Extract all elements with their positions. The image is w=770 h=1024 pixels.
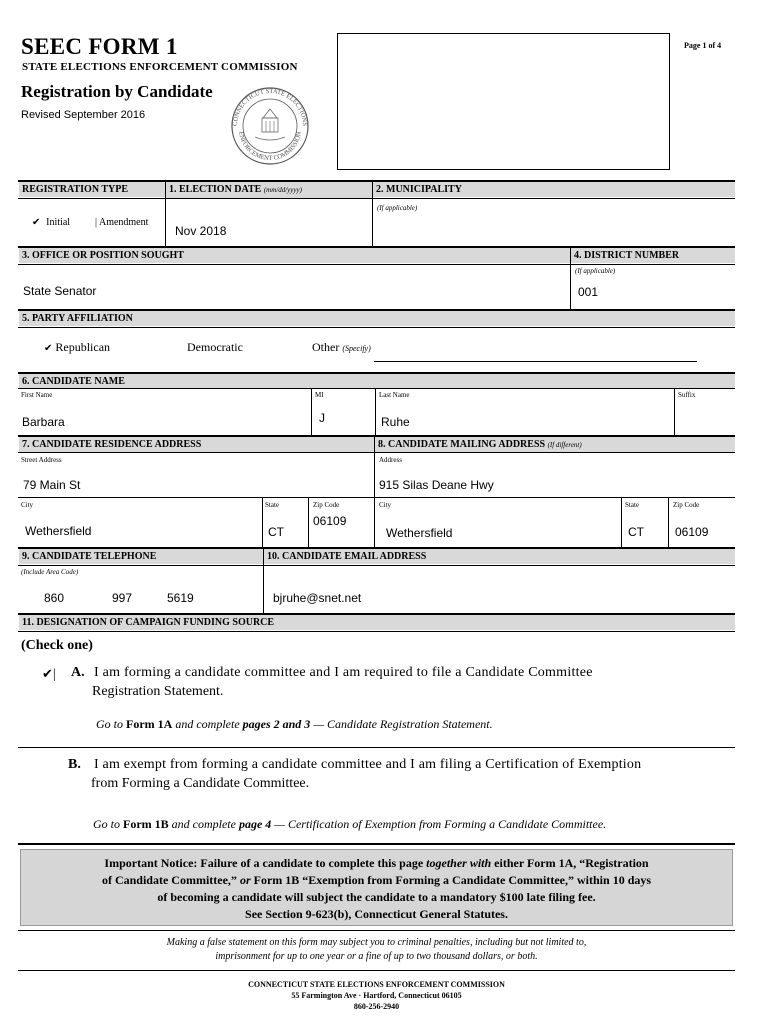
option-b-text-1: I am exempt from forming a candidate committee and I am filing a Certification of Exemption [94,757,642,772]
telephone-header: 9. CANDIDATE TELEPHONE [19,549,263,564]
option-a-text-2: Registration Statement. [92,684,224,699]
residence-city-label: City [21,501,34,509]
option-a-letter: A. [71,665,85,680]
svg-text:ENFORCEMENT COMMISSION: ENFORCEMENT COMMISSION [237,131,303,163]
registration-type-header: REGISTRATION TYPE [19,182,165,197]
svg-text:CONNECTICUT STATE ELECTIONS: CONNECTICUT STATE ELECTIONS [231,87,309,127]
municipality-hint: (If applicable) [377,204,418,212]
option-a-checkmark: ✔ [42,666,53,681]
district-value[interactable]: 001 [578,285,599,299]
district-header: 4. DISTRICT NUMBER [571,248,735,263]
residence-zip-label: Zip Code [313,501,340,509]
republican-option[interactable]: ✔ Republican [44,340,111,354]
first-name-value[interactable]: Barbara [22,415,65,429]
office-value[interactable]: State Senator [23,284,97,298]
notice-line-4: See Section 9-623(b), Connecticut General Statutes. [245,907,508,921]
mailing-address-label: Address [379,456,402,464]
false-statement-warning: Making a false statement on this form may subject you to criminal penalties, including but not limited to, imprisonment for up to one year or a fine of up to two thousand dollars, or both. [166,937,587,962]
document-title: Registration by Candidate [21,82,213,101]
amendment-option[interactable]: | Amendment [95,217,149,228]
street-address-value[interactable]: 79 Main St [23,478,81,492]
important-notice [20,849,733,926]
candidate-name-header: 6. CANDIDATE NAME [19,374,735,389]
election-date-header: 1. ELECTION DATE (mm/dd/yyyy) [166,182,372,198]
initial-checkmark: ✔ [32,217,41,228]
suffix-label: Suffix [678,391,696,399]
footer-org: CONNECTICUT STATE ELECTIONS ENFORCEMENT COMMISSION [248,980,505,989]
residence-city-value[interactable]: Wethersfield [25,524,92,538]
mailing-city-label: City [379,501,392,509]
last-name-label: Last Name [379,391,410,399]
option-a-instructions: Go to Form 1A and complete pages 2 and 3 — Candidate Registration Statement. [96,717,493,731]
mi-label: MI [315,391,324,399]
phone-area-code[interactable]: 860 [44,591,65,605]
mailing-state-label: State [625,501,639,509]
agency-name: STATE ELECTIONS ENFORCEMENT COMMISSION [22,61,298,73]
office-header: 3. OFFICE OR POSITION SOUGHT [19,248,570,263]
municipality-header: 2. MUNICIPALITY [373,182,735,197]
first-name-label: First Name [21,391,53,399]
residence-state-label: State [265,501,279,509]
mailing-address-value[interactable]: 915 Silas Deane Hwy [379,478,494,492]
email-header: 10. CANDIDATE EMAIL ADDRESS [264,549,735,564]
phone-line-number[interactable]: 5619 [167,591,194,605]
mailing-zip-value[interactable]: 06109 [675,525,709,539]
mailing-zip-label: Zip Code [673,501,700,509]
residence-zip-value[interactable]: 06109 [313,514,347,528]
mailing-state-value[interactable]: CT [628,525,644,539]
funding-source-header: 11. DESIGNATION OF CAMPAIGN FUNDING SOURCE [19,615,735,630]
notice-line-1: Important Notice: Failure of a candidate to complete this page together with either Form 1A, “Registration [104,856,649,870]
page-number: Page 1 of 4 [684,41,722,50]
phone-prefix[interactable]: 997 [112,591,133,605]
state-seal [225,85,315,167]
other-option[interactable]: Other (Specify) [312,340,371,354]
district-hint: (If applicable) [575,267,616,275]
election-date-value[interactable]: Nov 2018 [175,224,227,238]
revised-date: Revised September 2016 [21,109,146,121]
residence-address-header: 7. CANDIDATE RESIDENCE ADDRESS [19,437,374,452]
mailing-address-header: 8. CANDIDATE MAILING ADDRESS (If different) [375,437,735,453]
residence-state-value[interactable]: CT [268,525,284,539]
democratic-option[interactable]: Democratic [187,340,243,354]
footer-address: 55 Farmington Ave · Hartford, Connecticut 06105 [291,991,462,1000]
notice-line-2: of Candidate Committee,” or Form 1B “Exemption from Forming a Candidate Committee,” within 10 days [101,873,652,887]
mailing-city-value[interactable]: Wethersfield [386,526,453,540]
form-title: SEEC FORM 1 [21,34,178,59]
option-a-text-1: I am forming a candidate committee and I am required to file a Candidate Committee [94,665,593,680]
last-name-value[interactable]: Ruhe [381,415,410,429]
republican-checkmark: ✔ [44,343,53,354]
check-one-label: (Check one) [21,638,93,653]
initial-option[interactable]: ✔ Initial [32,217,71,228]
street-address-label: Street Address [21,456,62,464]
option-b-instructions: Go to Form 1B and complete page 4 — Certification of Exemption from Forming a Candidate Committee. [93,817,607,831]
footer-contact [18,979,735,1012]
option-b-text-2: from Forming a Candidate Committee. [91,776,310,791]
party-header: 5. PARTY AFFILIATION [19,311,735,326]
notice-line-3: of becoming a candidate will subject the candidate to a mandatory $100 late filing fee. [157,890,596,904]
option-b-letter[interactable]: B. [68,757,81,772]
option-a-checkbox[interactable]: ✔| [42,666,56,682]
mi-value[interactable]: J [319,411,325,425]
telephone-hint: (Include Area Code) [21,568,79,576]
email-value[interactable]: bjruhe@snet.net [273,591,362,605]
other-specify-line[interactable] [374,361,697,362]
received-stamp-box [337,33,670,170]
footer-phone: 860-256-2940 [353,1002,400,1011]
